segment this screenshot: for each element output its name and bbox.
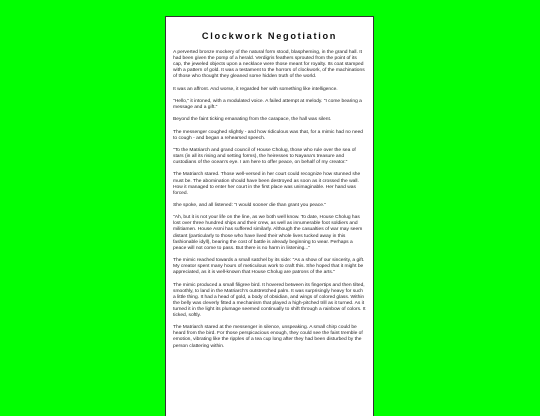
story-paragraph: "Hello," it intoned, with a modulated voice. A failed attempt at melody. "I come bearing a message and a gift." — [173, 98, 362, 111]
story-paragraph: The Matriarch stared at the messenger in silence, unspeaking. A small chirp could be heard from the bird. For those perspicacious enough, they could see the faint tremble of emotion, vibrating like the ripples of a tea cup long after they had been disturbed by the person clattering within. — [173, 325, 363, 349]
story-paragraph: A perverted bronze mockery of the natural form stood, blaspheming, in the grand hall. It had been given the pomp of a herald. Verdigris feathers sprouted from the point of its cap, the jeweled objects upon a necklace were those meant for royalty. Its coat stamped with a pattern of gold. It was a testament to the horrors of clockwork, of the machinations of those who thought they gleaned some hidden truth of the world. — [173, 50, 365, 80]
story-paragraph: The messenger coughed slightly - and how ridiculous was that, for a mimic had no need to cough - and began a rehearsed speech. — [173, 129, 364, 141]
story-paragraph: The Matriarch stared. Those well-versed in her court could recognize how stunned she must be. The abomination should have been destroyed as soon as it crossed the wall. How it managed to enter her court in the first place was unimaginable. Her hand was forced. — [173, 172, 361, 196]
story-paragraph: The mimic produced a small filigree bird. It hovered between its fingertips and then tilted, smoothly, to land in the Matriarch's outstretched palm. It was surprisingly heavy for such a little thing. It had a head of gold, a body of obsidian, and wings of colored glass. Within the belly was cleverly fitted a mechanism that played a high-pitched trill as it turned. As it turned it in the light its plumage seemed continually to shift through a rainbow of colors. It ticked, softly. — [173, 282, 366, 318]
story-paragraph: It was an affront. And worse, it regarded her with something like intelligence. — [173, 86, 338, 92]
story-paragraph: "Ah, but it is not your life on the line, as we both well know. To date, House Cholug has lost over three hundred ships and their crew, as well as innumerable foot soldiers and militiamen. House Asmi has suffered similarly. Although the casualties of war may seem distant (particularly to those who have lived their whole lives tucked away in this fashionable idyll), bearing the cost of battle is already beginning to wear. Perhaps a peace will not come to pass. But there is no harm in listening..." — [173, 215, 363, 251]
story-paragraph: "To the Matriarch and grand council of House Cholug, those who rule over the sea of stars (in all its rising and setting forms), the heiresses to Nayana's treasure and custodians of the ocean's eye. I am here to offer peace, on behalf of my creator." — [173, 147, 356, 166]
story-title: Clockwork Negotiation — [201, 31, 338, 41]
story-paragraph: Beyond the faint ticking emanating from the carapace, the hall was silent. — [173, 117, 332, 123]
story-paragraph: She spoke, and all listened: "I would sooner die than grant you peace." — [173, 203, 327, 208]
story-paragraph: The mimic reached towards a small satchel by its side: "As a show of our sincerity, a gift. My creator spent many hours of meticulous work to craft this. She hoped that it might be appreciated, as it is well-known that House Cholug are patrons of the arts." — [173, 258, 365, 276]
story-page — [165, 16, 374, 416]
